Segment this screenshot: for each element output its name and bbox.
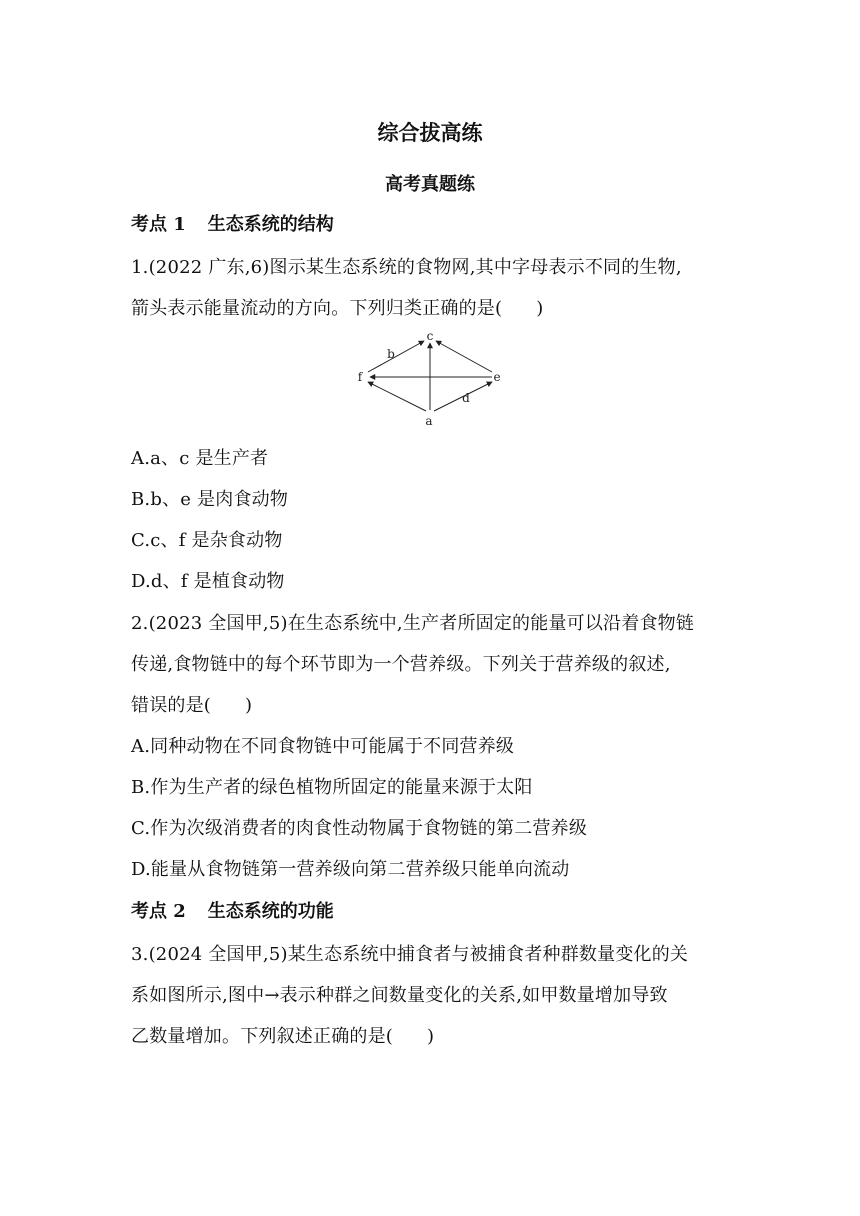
question-3-line: 系如图所示,图中→表示种群之间数量变化的关系,如甲数量增加导致: [131, 985, 668, 1006]
option-line: C.c、f 是杂食动物: [131, 530, 283, 551]
section-label: 考点 1: [131, 214, 186, 235]
arrow-f-to-c: [368, 341, 424, 372]
question-2-line: 传递,食物链中的每个环节即为一个营养级。下列关于营养级的叙述,: [131, 654, 671, 675]
node-d: d: [462, 391, 470, 405]
option-line: D.d、f 是植食动物: [131, 571, 285, 592]
node-a: a: [425, 414, 433, 428]
food-web-diagram: [350, 328, 520, 428]
question-2-line: 2.(2023 全国甲,5)在生态系统中,生产者所固定的能量可以沿着食物链: [131, 613, 695, 634]
option-line: A.同种动物在不同食物链中可能属于不同营养级: [131, 736, 515, 757]
question-3-line: 3.(2024 全国甲,5)某生态系统中捕食者与被捕食者种群数量变化的关: [131, 944, 689, 965]
section-label: 考点 2: [131, 901, 186, 922]
question-3-line: 乙数量增加。下列叙述正确的是( ): [131, 1026, 435, 1047]
page-title: 综合拔高练: [377, 120, 483, 145]
question-2-line: 错误的是( ): [131, 695, 253, 716]
arrow-a-to-f: [368, 382, 426, 411]
section-heading-2: [131, 897, 334, 923]
option-line: D.能量从食物链第一营养级向第二营养级只能单向流动: [131, 859, 570, 880]
option-line: C.作为次级消费者的肉食性动物属于食物链的第二营养级: [131, 818, 588, 839]
option-line: B.b、e 是肉食动物: [131, 489, 289, 510]
question-1-line: 箭头表示能量流动的方向。下列归类正确的是( ): [131, 298, 544, 319]
node-c: c: [426, 329, 434, 343]
section-heading-1: [131, 210, 334, 236]
node-e: e: [493, 370, 501, 384]
section-name: 生态系统的功能: [207, 901, 334, 922]
question-1-line: 1.(2022 广东,6)图示某生态系统的食物网,其中字母表示不同的生物,: [131, 257, 682, 278]
arrow-e-to-c: [436, 341, 492, 372]
node-b: b: [387, 347, 395, 361]
page-subtitle: 高考真题练: [385, 174, 475, 195]
node-f: f: [357, 370, 363, 384]
section-name: 生态系统的结构: [207, 214, 334, 235]
option-line: A.a、c 是生产者: [131, 448, 269, 469]
option-line: B.作为生产者的绿色植物所固定的能量来源于太阳: [131, 777, 533, 798]
